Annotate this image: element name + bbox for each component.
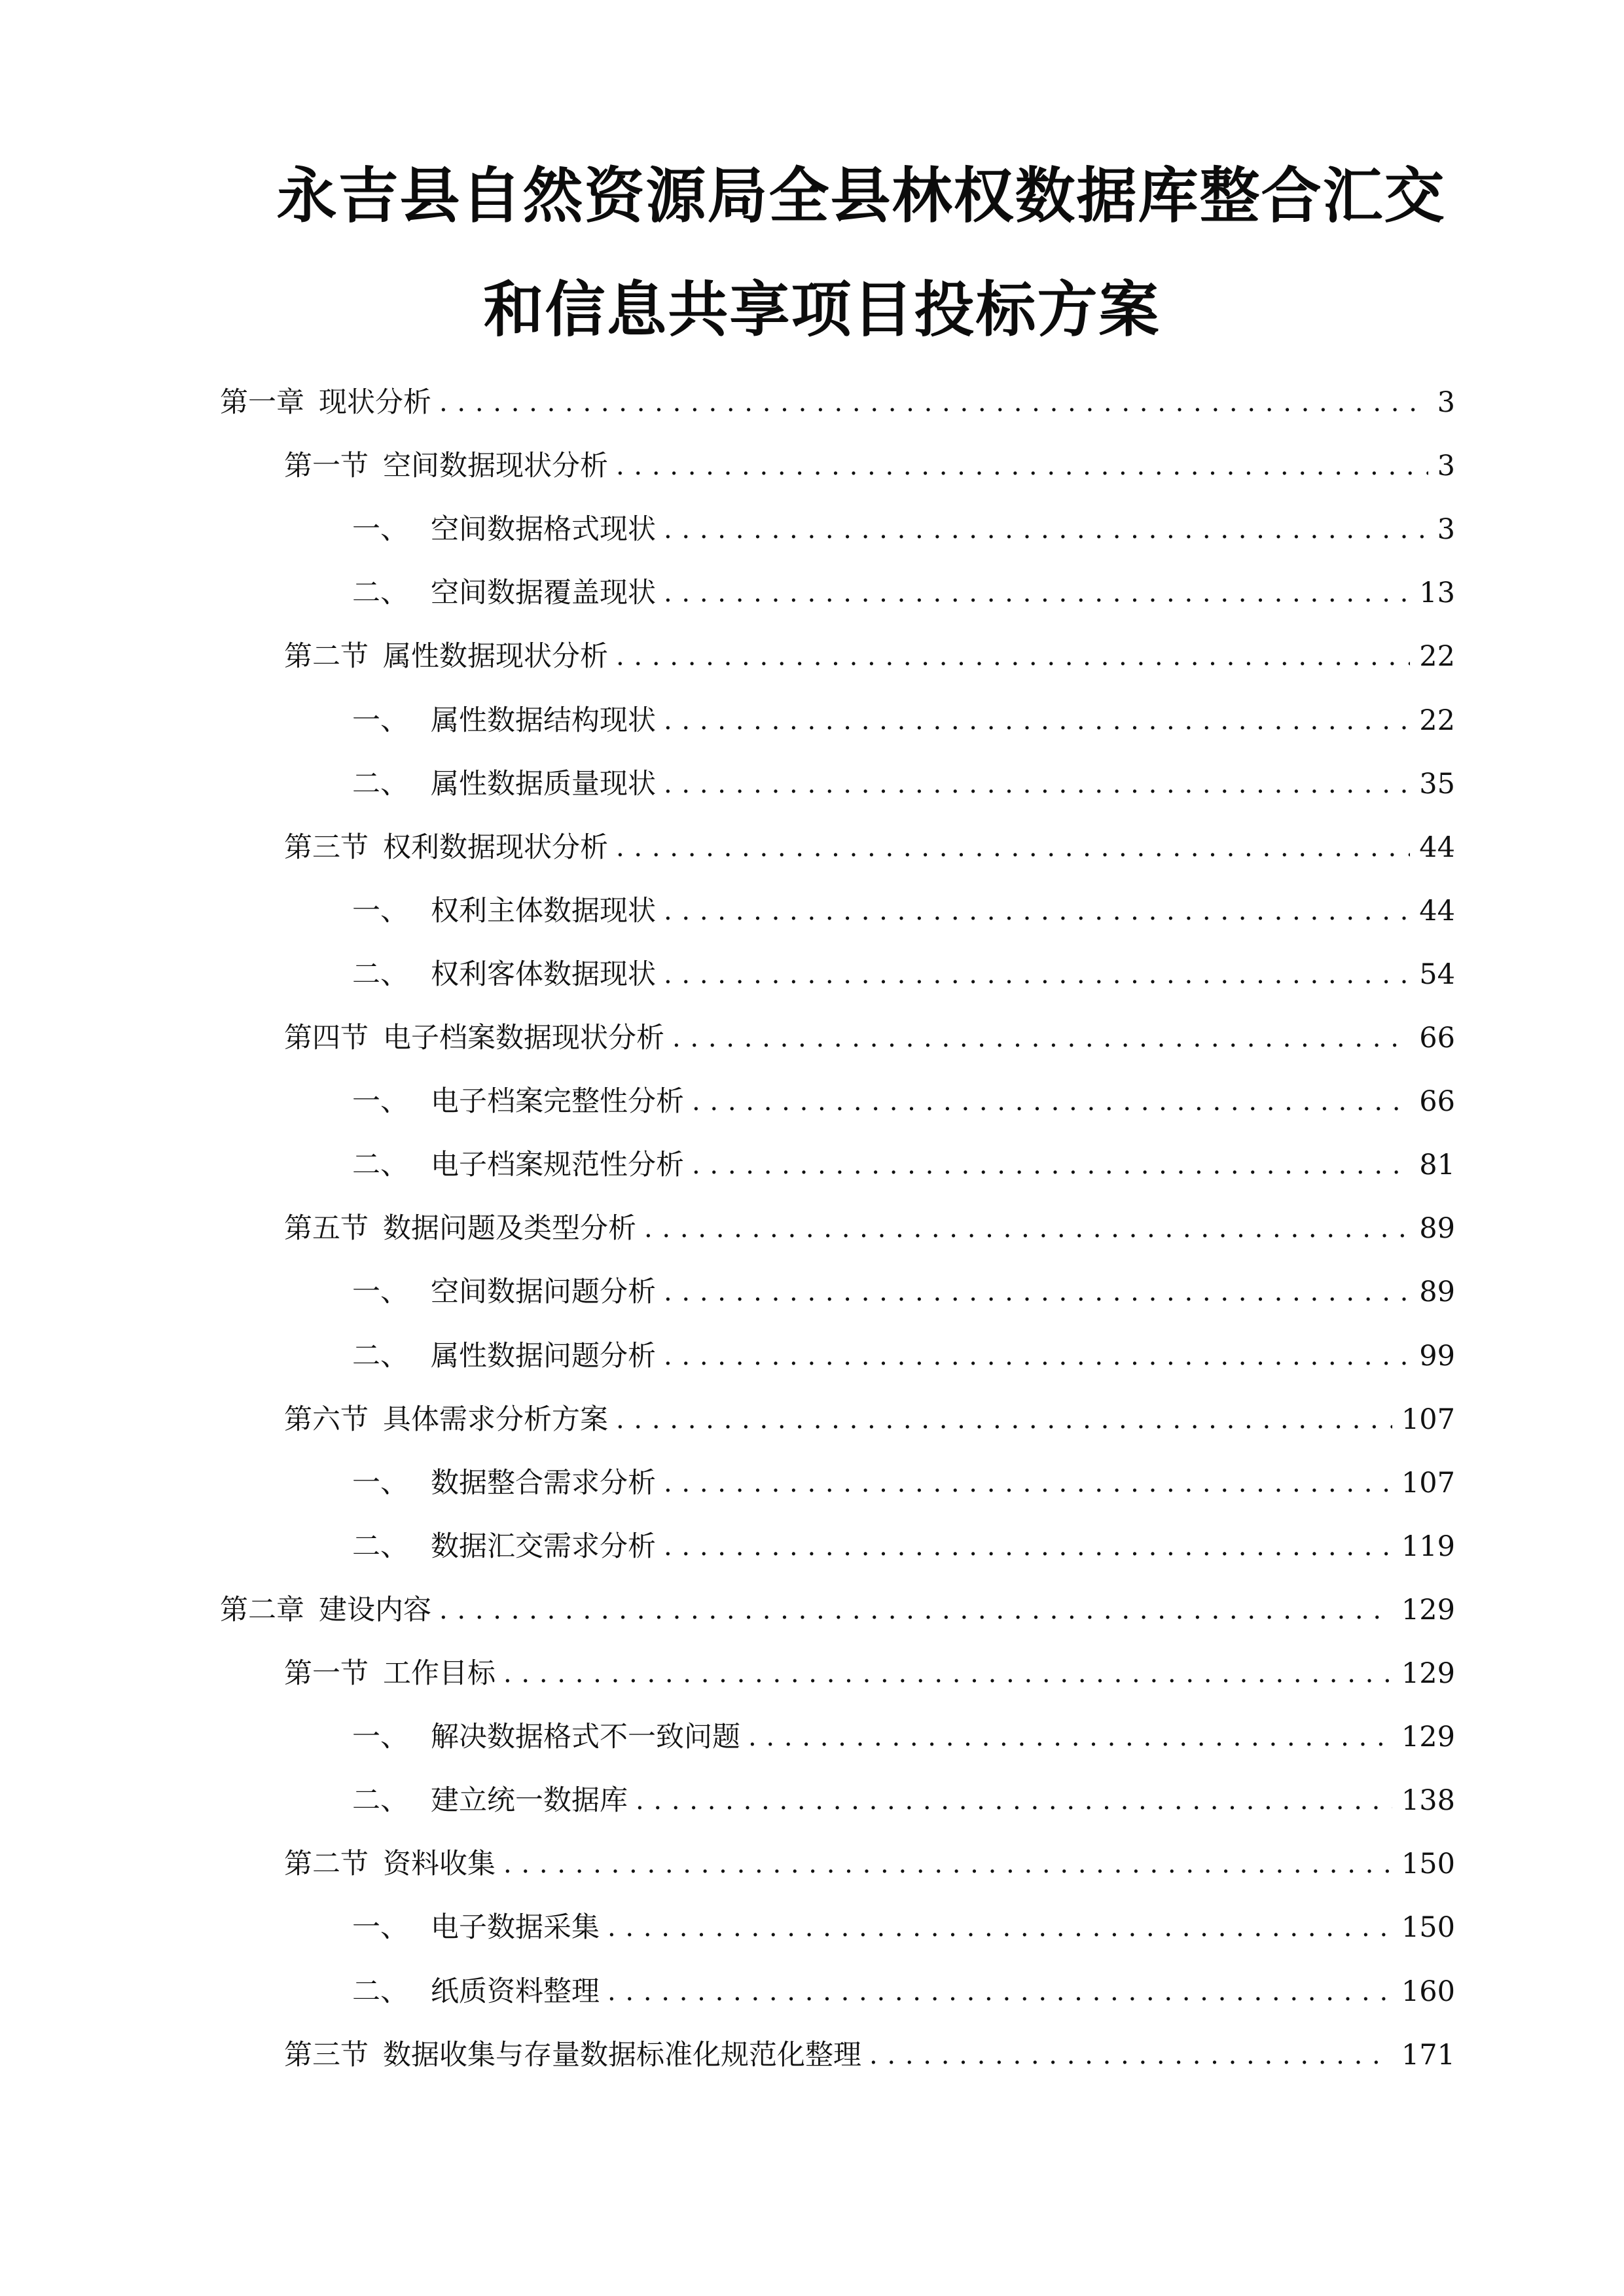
toc-entry-number: 二、 <box>352 1339 408 1372</box>
toc-entry-label <box>352 570 656 616</box>
toc-entry-title: 解决数据格式不一致问题 <box>431 1721 740 1754</box>
toc-entry-label <box>352 507 656 552</box>
toc-entry[interactable] <box>284 1397 1455 1443</box>
toc-entry-title: 权利客体数据现状 <box>431 958 656 991</box>
toc-page-number: 54 <box>1419 958 1455 991</box>
toc-entry-label <box>284 1015 664 1061</box>
toc-dot-leader <box>503 1841 1392 1887</box>
toc-entry-label <box>352 1333 656 1379</box>
toc-entry-label <box>284 1651 496 1696</box>
toc-entry[interactable] <box>284 1841 1455 1887</box>
toc-page-number: 89 <box>1419 1276 1455 1309</box>
toc-entry-label <box>352 952 656 997</box>
toc-entry-label <box>220 1587 431 1633</box>
toc-entry[interactable] <box>352 761 1455 807</box>
toc-entry[interactable] <box>352 507 1455 552</box>
toc-page-number: 22 <box>1419 704 1455 737</box>
toc-dot-leader <box>664 888 1410 934</box>
toc-entry-label <box>352 1714 740 1760</box>
toc-entry-title: 数据收集与存量数据标准化规范化整理 <box>383 2038 861 2072</box>
toc-page-number: 99 <box>1419 1339 1455 1372</box>
toc-dot-leader <box>664 507 1428 552</box>
toc-entry-label <box>352 761 656 807</box>
toc-entry[interactable] <box>220 380 1455 425</box>
toc-entry[interactable] <box>284 443 1455 489</box>
toc-entry-label <box>352 1079 684 1124</box>
toc-entry-title: 权利数据现状分析 <box>383 831 608 864</box>
toc-entry-title: 空间数据格式现状 <box>431 513 656 547</box>
toc-entry-number: 一、 <box>352 704 408 737</box>
toc-entry[interactable] <box>352 1142 1455 1188</box>
toc-entry-title: 电子数据采集 <box>431 1911 600 1945</box>
toc-entry-number: 第一节 <box>284 1657 369 1690</box>
toc-entry[interactable] <box>284 634 1455 679</box>
toc-dot-leader <box>692 1142 1410 1188</box>
toc-dot-leader <box>616 825 1410 870</box>
toc-entry-number: 一、 <box>352 1721 408 1754</box>
toc-entry[interactable] <box>352 1269 1455 1315</box>
toc-entry-number: 二、 <box>352 1975 408 2008</box>
toc-entry-title: 数据整合需求分析 <box>431 1466 656 1499</box>
toc-dot-leader <box>664 698 1410 744</box>
toc-entry-label <box>352 1969 600 2015</box>
toc-page-number: 66 <box>1419 1085 1455 1119</box>
toc-dot-leader <box>664 761 1410 807</box>
toc-page-number: 150 <box>1401 1848 1455 1881</box>
toc-page-number: 35 <box>1419 767 1455 800</box>
toc-entry-number: 二、 <box>352 1784 408 1818</box>
toc-entry-title: 空间数据覆盖现状 <box>431 577 656 610</box>
toc-page-number: 160 <box>1401 1975 1455 2008</box>
toc-entry-title: 空间数据问题分析 <box>431 1276 656 1309</box>
toc-entry-title: 现状分析 <box>319 386 431 419</box>
toc-page-number: 107 <box>1401 1466 1455 1499</box>
toc-entry-label <box>284 1841 496 1887</box>
toc-dot-leader <box>636 1778 1392 1823</box>
toc-entry-number: 第六节 <box>284 1403 369 1436</box>
toc-page-number: 3 <box>1437 513 1455 547</box>
toc-entry-title: 具体需求分析方案 <box>383 1403 608 1436</box>
toc-entry-title: 数据汇交需求分析 <box>431 1530 656 1563</box>
toc-dot-leader <box>607 1969 1392 2015</box>
toc-entry-title: 空间数据现状分析 <box>383 450 608 483</box>
toc-dot-leader <box>664 1524 1392 1570</box>
toc-entry-number: 二、 <box>352 1530 408 1563</box>
toc-entry-label <box>220 380 431 425</box>
toc-entry-number: 一、 <box>352 1085 408 1119</box>
toc-dot-leader <box>672 1015 1410 1061</box>
toc-entry-number: 一、 <box>352 513 408 547</box>
toc-entry-number: 第二节 <box>284 1848 369 1881</box>
toc-entry-title: 属性数据质量现状 <box>431 767 656 800</box>
toc-entry-title: 权利主体数据现状 <box>431 894 656 927</box>
toc-entry-number: 一、 <box>352 1466 408 1499</box>
toc-entry[interactable] <box>352 888 1455 934</box>
toc-entry-number: 一、 <box>352 894 408 927</box>
toc-entry-number: 第五节 <box>284 1212 369 1246</box>
toc-entry-title: 资料收集 <box>383 1848 496 1881</box>
toc-entry[interactable] <box>284 1206 1455 1251</box>
toc-entry-label <box>352 1460 656 1506</box>
toc-dot-leader <box>503 1651 1392 1696</box>
toc-entry-label <box>352 698 656 744</box>
toc-page-number: 129 <box>1401 1593 1455 1626</box>
toc-entry-label <box>352 1142 684 1188</box>
toc-page-number: 44 <box>1419 894 1455 927</box>
toc-entry-number: 第三节 <box>284 2038 369 2072</box>
toc-entry-label <box>352 1524 656 1570</box>
toc-entry[interactable] <box>352 698 1455 744</box>
toc-dot-leader <box>692 1079 1410 1124</box>
toc-dot-leader <box>616 1397 1392 1443</box>
toc-page-number: 150 <box>1401 1911 1455 1945</box>
toc-dot-leader <box>616 634 1410 679</box>
toc-entry-number: 二、 <box>352 1149 408 1182</box>
toc-entry-label <box>284 1397 608 1443</box>
toc-dot-leader <box>869 2032 1392 2078</box>
toc-entry-title: 纸质资料整理 <box>431 1975 600 2008</box>
toc-dot-leader <box>664 952 1410 997</box>
toc-entry-number: 一、 <box>352 1276 408 1309</box>
toc-entry-number: 第二节 <box>284 640 369 673</box>
toc-entry[interactable] <box>352 1969 1455 2015</box>
toc-page-number: 66 <box>1419 1022 1455 1054</box>
toc-page-number: 13 <box>1419 577 1455 610</box>
toc-page-number: 129 <box>1401 1657 1455 1690</box>
toc-dot-leader <box>748 1714 1392 1760</box>
toc-entry[interactable] <box>352 952 1455 997</box>
toc-entry[interactable] <box>220 1587 1455 1633</box>
toc-page-number: 3 <box>1437 386 1455 419</box>
toc-entry-label <box>284 1206 636 1251</box>
toc-entry-number: 第一节 <box>284 450 369 483</box>
toc-page-number: 44 <box>1419 831 1455 864</box>
toc-entry-title: 建设内容 <box>319 1593 431 1626</box>
toc-entry[interactable] <box>352 1460 1455 1506</box>
toc-entry-title: 电子档案完整性分析 <box>431 1085 684 1119</box>
toc-entry-number: 第一章 <box>220 386 304 419</box>
toc-entry-title: 属性数据现状分析 <box>383 640 608 673</box>
toc-entry[interactable] <box>284 825 1455 870</box>
toc-entry-title: 工作目标 <box>383 1657 496 1690</box>
toc-entry-label <box>352 1778 628 1823</box>
toc-entry-label <box>352 1269 656 1315</box>
toc-entry[interactable] <box>352 1714 1455 1760</box>
toc-page-number: 22 <box>1419 640 1455 673</box>
toc-page-number: 107 <box>1401 1403 1455 1436</box>
toc-entry-title: 属性数据结构现状 <box>431 704 656 737</box>
toc-dot-leader <box>664 1460 1392 1506</box>
toc-entry[interactable] <box>352 1905 1455 1950</box>
toc-dot-leader <box>607 1905 1392 1950</box>
toc-entry[interactable] <box>352 570 1455 616</box>
toc-entry-number: 二、 <box>352 577 408 610</box>
toc-entry-number: 第四节 <box>284 1022 369 1054</box>
toc-entry[interactable] <box>352 1778 1455 1823</box>
toc-page-number: 3 <box>1437 450 1455 483</box>
document-title-line-1: 永吉县自然资源局全县林权数据库整合汇交 <box>276 161 1446 231</box>
toc-page-number: 129 <box>1401 1721 1455 1754</box>
toc-entry-label <box>284 634 608 679</box>
toc-entry[interactable] <box>352 1333 1455 1379</box>
toc-entry-title: 电子档案规范性分析 <box>431 1149 684 1182</box>
toc-entry-label <box>284 2032 861 2078</box>
toc-dot-leader <box>616 443 1428 489</box>
toc-dot-leader <box>664 570 1410 616</box>
toc-entry[interactable] <box>352 1524 1455 1570</box>
toc-entry-label <box>352 1905 600 1950</box>
toc-entry-label <box>284 443 608 489</box>
toc-page-number: 138 <box>1401 1784 1455 1818</box>
toc-dot-leader <box>644 1206 1410 1251</box>
toc-page-number: 119 <box>1401 1530 1455 1563</box>
toc-entry-title: 电子档案数据现状分析 <box>383 1022 664 1054</box>
toc-entry-title: 数据问题及类型分析 <box>383 1212 636 1246</box>
toc-page-number: 171 <box>1401 2038 1455 2072</box>
toc-entry[interactable] <box>352 1079 1455 1124</box>
toc-dot-leader <box>439 1587 1392 1633</box>
toc-dot-leader <box>439 380 1428 425</box>
toc-entry-title: 属性数据问题分析 <box>431 1339 656 1372</box>
toc-entry-title: 建立统一数据库 <box>431 1784 628 1818</box>
toc-entry-number: 二、 <box>352 767 408 800</box>
toc-entry-label <box>352 888 656 934</box>
toc-page-number: 81 <box>1419 1149 1455 1182</box>
toc-dot-leader <box>664 1269 1410 1315</box>
toc-dot-leader <box>664 1333 1410 1379</box>
toc-entry[interactable] <box>284 1651 1455 1696</box>
toc-entry-number: 一、 <box>352 1911 408 1945</box>
toc-entry-label <box>284 825 608 870</box>
toc-entry[interactable] <box>284 2032 1455 2078</box>
toc-page-number: 89 <box>1419 1212 1455 1246</box>
toc-entry-number: 第二章 <box>220 1593 304 1626</box>
toc-entry-number: 第三节 <box>284 831 369 864</box>
toc-entry-number: 二、 <box>352 958 408 991</box>
document-title-line-2: 和信息共享项目投标方案 <box>483 275 1161 345</box>
toc-entry[interactable] <box>284 1015 1455 1061</box>
